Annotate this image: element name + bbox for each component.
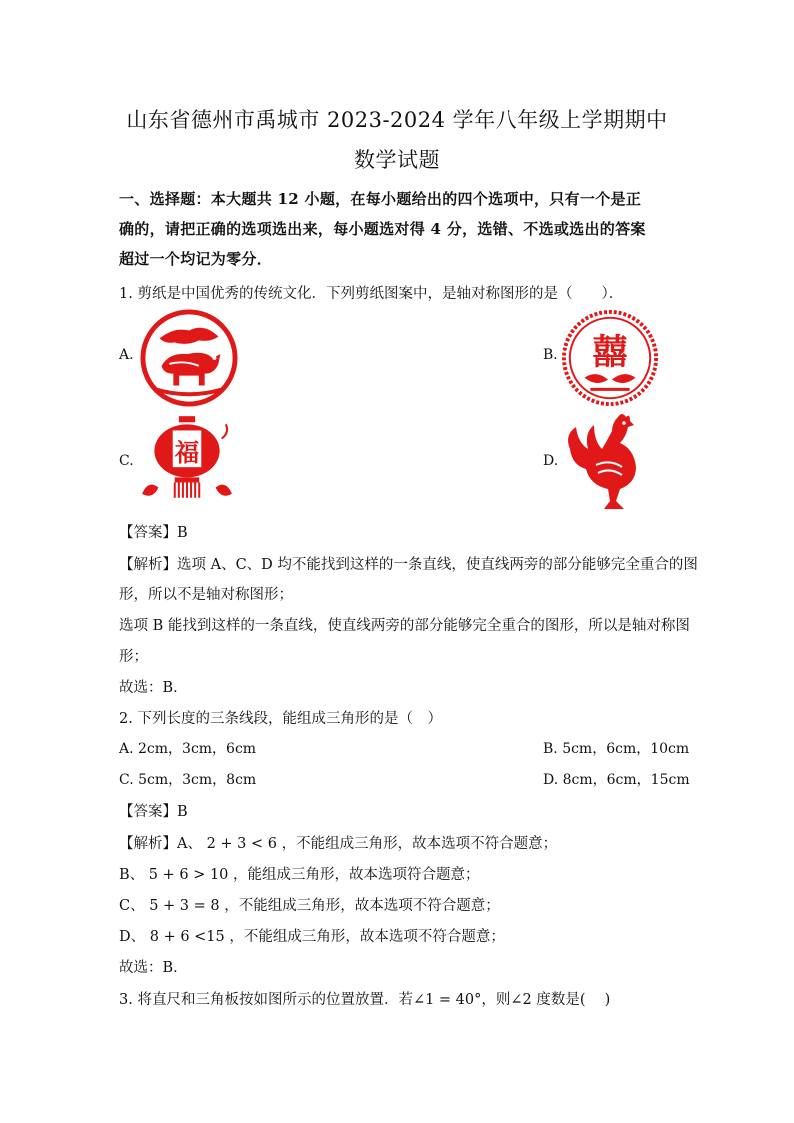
q2-analysis-line1: 【解析】A、 2 + 3 < 6 ，不能组成三角形，故本选项不符合题意； — [119, 836, 558, 852]
q2-analysis-line3: C、 5 + 3 = 8 ，不能组成三角形，故本选项不符合题意； — [119, 898, 500, 914]
q1-option-b-label: B. — [543, 347, 558, 363]
q2-analysis-line4: D、 8 + 6 <15 ，不能组成三角形，故本选项不符合题意； — [119, 929, 505, 945]
rooster-papercut-image — [560, 409, 654, 513]
q3-stem: 3. 将直尺和三角板按如图所示的位置放置．若∠1 = 40°，则∠2 度数是( ) — [119, 992, 611, 1008]
q1-stem: 1. 剪纸是中国优秀的传统文化．下列剪纸图案中，是轴对称图形的是（ ）． — [119, 286, 624, 302]
q1-analysis-line3: 选项 B 能找到这样的一条直线，使直线两旁的部分能够完全重合的图形，所以是轴对称图 — [119, 618, 690, 634]
q1-option-d-label: D. — [543, 453, 559, 469]
exam-title-line2: 数学试题 — [354, 148, 440, 172]
section-heading-line1: 一、选择题：本大题共 12 小题，在每小题给出的四个选项中，只有一个是正 — [119, 190, 642, 208]
fu-lantern-papercut-image — [136, 414, 238, 502]
section-heading-line2: 确的，请把正确的选项选出来，每小题选对得 4 分，选错、不选或选出的答案 — [119, 220, 646, 238]
section-heading-line3: 超过一个均记为零分． — [119, 250, 273, 268]
q1-analysis-line5: 故选：B． — [119, 680, 188, 696]
q2-answer: 【答案】B — [119, 804, 188, 820]
q1-option-a-label: A. — [119, 347, 134, 363]
q2-stem: 2. 下列长度的三条线段，能组成三角形的是（ ） — [119, 711, 442, 727]
q1-option-c-label: C. — [119, 453, 134, 469]
q2-option-b: B. 5cm，6cm，10cm — [543, 741, 690, 757]
q1-analysis-line1: 【解析】选项 A、C、D 均不能找到这样的一条直线，使直线两旁的部分能够完全重合的图 — [119, 557, 698, 573]
q2-option-a: A. 2cm，3cm，6cm — [119, 741, 257, 757]
q1-answer: 【答案】B — [119, 525, 188, 541]
exam-title-line1: 山东省德州市禹城市 2023-2024 学年八年级上学期期中 — [126, 108, 668, 132]
q1-analysis-line2: 形，所以不是轴对称图形； — [119, 587, 293, 603]
ox-papercut-image — [138, 309, 240, 407]
q2-option-d: D. 8cm，6cm，15cm — [543, 772, 690, 788]
q2-analysis-line2: B、 5 + 6 > 10 ，能组成三角形，故本选项符合题意； — [119, 867, 480, 883]
double-happiness-papercut-image — [560, 309, 660, 407]
fu-character-text: 福 — [174, 438, 200, 468]
q2-analysis-line5: 故选：B． — [119, 960, 188, 976]
xi-character-text: 囍 — [592, 331, 628, 373]
q1-analysis-line4: 形； — [119, 649, 148, 665]
q2-option-c: C. 5cm，3cm，8cm — [119, 772, 257, 788]
